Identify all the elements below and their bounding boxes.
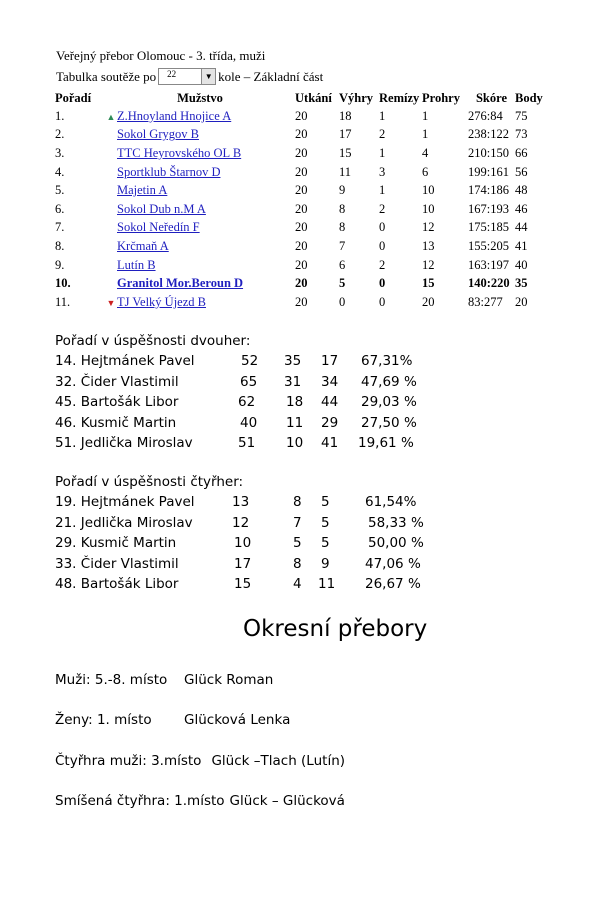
district-result (55, 753, 345, 769)
cell-wins: 0 (339, 294, 346, 309)
player-rank: 51. (55, 435, 77, 451)
cell-points: 20 (515, 294, 528, 309)
header-points: Body (515, 90, 543, 105)
cell-losses: 6 (422, 164, 429, 179)
doubles-row (55, 576, 475, 596)
player-rank: 14. (55, 353, 77, 369)
cell-losses: 10 (422, 201, 435, 216)
cell-draws: 3 (379, 164, 386, 179)
player-played: 13 (232, 494, 250, 510)
table-row (55, 144, 545, 163)
cell-games: 20 (295, 201, 308, 216)
player-pct: 19,61 % (358, 435, 414, 451)
result-category: Muži: 5.-8. místo (55, 672, 168, 688)
table-row (55, 107, 545, 126)
cell-wins: 17 (339, 127, 352, 142)
cell-score: 175:185 (468, 220, 509, 235)
chevron-down-icon[interactable]: ▼ (201, 69, 215, 84)
player-rank-name (55, 415, 176, 431)
cell-games: 20 (295, 238, 308, 253)
player-rank-name (55, 515, 193, 531)
player-lost: 5 (321, 514, 330, 531)
player-pct: 27,50 % (361, 414, 417, 431)
cell-rank: 2. (55, 127, 65, 142)
cell-games: 20 (295, 145, 308, 160)
player-pct: 50,00 % (368, 535, 424, 551)
table-row (55, 293, 545, 312)
result-names: Glück – Glücková (229, 793, 345, 809)
player-pct: 47,69 % (361, 373, 417, 390)
player-won: 8 (293, 555, 302, 572)
player-rank: 32. (55, 373, 77, 390)
cell-score: 238:122 (468, 127, 509, 142)
cell-losses: 13 (422, 238, 435, 253)
player-rank-name (55, 556, 179, 572)
player-name: Hejtmánek Pavel (80, 353, 195, 369)
player-pct: 67,31% (361, 353, 413, 369)
player-played: 62 (238, 394, 256, 410)
team-link[interactable]: TTC Heyrovského OL B (117, 145, 242, 160)
cell-wins: 5 (339, 276, 346, 291)
singles-row (55, 353, 475, 373)
cell-points: 48 (515, 183, 528, 198)
player-lost: 11 (318, 576, 336, 592)
player-won: 5 (293, 535, 302, 551)
player-rank-name (55, 374, 179, 390)
player-played: 17 (234, 555, 252, 572)
player-played: 15 (234, 576, 252, 592)
cell-draws: 0 (379, 294, 386, 309)
cell-losses: 12 (422, 257, 435, 272)
cell-points: 35 (515, 276, 528, 291)
player-pct: 58,33 % (368, 514, 424, 531)
cell-rank: 8. (55, 238, 65, 253)
result-names: Glücková Lenka (184, 712, 291, 728)
cell-rank: 9. (55, 257, 65, 272)
cell-games: 20 (295, 276, 308, 291)
table-label-suffix: kole – Základní část (218, 68, 324, 84)
table-row (55, 219, 545, 238)
cell-draws: 2 (379, 257, 386, 272)
cell-points: 66 (515, 145, 528, 160)
player-name: Bartošák Libor (80, 576, 179, 592)
cell-team (105, 163, 295, 182)
player-rank: 33. (55, 555, 77, 572)
doubles-row (55, 535, 475, 555)
header-wins: Výhry (339, 90, 374, 105)
table-label-prefix: Tabulka soutěže po (56, 68, 157, 84)
player-name: Jedlička Miroslav (80, 435, 193, 451)
player-lost: 9 (321, 555, 330, 572)
cell-draws: 0 (379, 220, 386, 235)
cell-team (105, 256, 295, 275)
singles-row (55, 374, 475, 394)
table-row (55, 200, 545, 219)
player-pct: 47,06 % (365, 555, 421, 572)
player-won: 11 (286, 414, 304, 431)
table-row (55, 163, 545, 182)
cell-games: 20 (295, 127, 308, 142)
cell-wins: 18 (339, 108, 352, 123)
team-link[interactable]: Lutín B (117, 257, 156, 272)
cell-score: 163:197 (468, 257, 509, 272)
cell-draws: 0 (379, 238, 386, 253)
cell-team (105, 219, 295, 238)
table-row (55, 126, 545, 145)
result-category: Smíšená čtyřhra: 1.místo (55, 793, 225, 809)
cell-points: 73 (515, 127, 528, 142)
header-draws: Remízy (379, 90, 420, 105)
cell-draws: 2 (379, 201, 386, 216)
header-games: Utkání (295, 90, 332, 105)
player-played: 65 (240, 373, 258, 390)
player-rank-name (55, 535, 176, 551)
cell-draws: 1 (379, 145, 386, 160)
cell-games: 20 (295, 294, 308, 309)
cell-points: 41 (515, 238, 528, 253)
district-title (0, 616, 609, 642)
player-name: Čider Vlastimil (80, 373, 179, 390)
player-rank: 19. (55, 494, 77, 510)
doubles-row (55, 515, 475, 535)
table-row (55, 274, 545, 293)
cell-games: 20 (295, 220, 308, 235)
player-name: Hejtmánek Pavel (80, 494, 195, 510)
player-played: 10 (234, 535, 252, 551)
cell-rank: 5. (55, 183, 65, 198)
cell-team (105, 200, 295, 219)
doubles-title: Pořadí v úspěšnosti čtyřher: (55, 474, 244, 490)
player-won: 7 (293, 514, 302, 531)
cell-wins: 11 (339, 164, 352, 179)
player-played: 51 (238, 435, 256, 451)
cell-points: 56 (515, 164, 528, 179)
table-row (55, 256, 545, 275)
cell-rank: 1. (55, 108, 65, 123)
cell-wins: 9 (339, 183, 346, 198)
player-name: Bartošák Libor (80, 394, 179, 410)
player-rank-name (55, 494, 195, 510)
player-won: 35 (284, 353, 302, 369)
player-pct: 61,54% (365, 494, 417, 510)
cell-rank: 4. (55, 164, 65, 179)
player-played: 12 (232, 514, 250, 531)
cell-losses: 12 (422, 220, 435, 235)
player-won: 18 (286, 394, 304, 410)
cell-wins: 6 (339, 257, 346, 272)
singles-title: Pořadí v úspěšnosti dvouher: (55, 333, 251, 349)
player-rank: 46. (55, 414, 77, 431)
singles-row (55, 435, 475, 455)
cell-team (105, 181, 295, 200)
player-name: Kusmič Martin (80, 414, 177, 431)
district-title-text: Okresní přebory (243, 616, 428, 642)
cell-team (105, 107, 295, 126)
page-heading: Veřejný přebor Olomouc - 3. třída, muži (56, 48, 266, 63)
cell-rank: 11. (55, 294, 71, 309)
player-rank: 21. (55, 514, 77, 531)
cell-points: 40 (515, 257, 528, 272)
result-category: Ženy: 1. místo (55, 712, 152, 728)
player-pct: 29,03 % (361, 394, 417, 410)
cell-score: 83:277 (468, 294, 503, 309)
team-link[interactable]: Granitol Mor.Beroun D (117, 276, 244, 291)
cell-draws: 2 (379, 127, 386, 142)
district-result (55, 672, 273, 688)
standings-body (55, 107, 545, 312)
player-lost: 5 (321, 494, 330, 510)
cell-wins: 7 (339, 238, 346, 253)
cell-games: 20 (295, 183, 308, 198)
team-link[interactable]: Krčmaň A (117, 238, 169, 253)
doubles-row (55, 494, 475, 514)
table-label (56, 68, 323, 85)
singles-row (55, 394, 475, 414)
standings-table (55, 89, 545, 312)
player-won: 8 (293, 494, 302, 510)
player-rank-name (55, 353, 195, 369)
cell-wins: 8 (339, 201, 346, 216)
district-result (55, 793, 345, 809)
cell-team (105, 293, 295, 312)
cell-score: 210:150 (468, 145, 509, 160)
result-names: Glück –Tlach (Lutín) (211, 753, 346, 769)
player-pct: 26,67 % (365, 576, 421, 592)
cell-points: 75 (515, 108, 528, 123)
header-losses: Prohry (422, 90, 460, 105)
player-name: Jedlička Miroslav (80, 514, 193, 531)
team-link[interactable]: Sokol Grygov B (117, 127, 199, 142)
team-link[interactable]: Majetin A (117, 183, 168, 198)
header-score: Skóre (475, 90, 508, 105)
result-category: Čtyřhra muži: 3.místo (55, 753, 202, 769)
cell-games: 20 (295, 257, 308, 272)
cell-rank: 10. (55, 276, 71, 291)
cell-losses: 20 (422, 294, 435, 309)
player-lost: 5 (321, 535, 330, 551)
result-names: Glück Roman (184, 672, 274, 688)
doubles-row (55, 556, 475, 576)
cell-games: 20 (295, 164, 308, 179)
player-rank: 45. (55, 394, 77, 410)
cell-rank: 7. (55, 220, 65, 235)
cell-losses: 15 (422, 276, 435, 291)
cell-team (105, 126, 295, 145)
player-rank-name (55, 435, 193, 451)
cell-draws: 0 (379, 276, 386, 291)
cell-team (105, 274, 295, 293)
standings-header-row (55, 89, 545, 107)
player-played: 40 (240, 414, 258, 431)
cell-score: 140:220 (468, 276, 510, 291)
cell-score: 155:205 (468, 238, 509, 253)
player-lost: 44 (321, 394, 339, 410)
player-rank: 29. (55, 535, 77, 551)
player-won: 31 (284, 373, 302, 390)
player-lost: 29 (321, 414, 339, 431)
cell-losses: 1 (422, 108, 429, 123)
cell-team (105, 144, 295, 163)
cell-rank: 3. (55, 145, 65, 160)
team-link[interactable]: Sportklub Štarnov D (117, 164, 221, 179)
table-row (55, 237, 545, 256)
cell-team (105, 237, 295, 256)
cell-losses: 1 (422, 127, 429, 142)
cell-wins: 15 (339, 145, 352, 160)
player-won: 10 (286, 435, 304, 451)
round-select-value: 22 (167, 69, 177, 79)
player-rank-name (55, 576, 179, 592)
cell-score: 167:193 (468, 201, 509, 216)
team-link[interactable]: Sokol Dub n.M A (117, 201, 206, 216)
cell-score: 174:186 (468, 183, 509, 198)
arrow-down-icon: ▼ (106, 297, 116, 308)
cell-games: 20 (295, 108, 308, 123)
player-rank: 48. (55, 576, 77, 592)
player-rank-name (55, 394, 179, 410)
singles-row (55, 415, 475, 435)
player-won: 4 (293, 576, 302, 592)
cell-rank: 6. (55, 201, 65, 216)
header-rank: Pořadí (55, 90, 92, 105)
player-played: 52 (241, 353, 259, 369)
round-select[interactable] (158, 68, 216, 85)
cell-losses: 4 (422, 145, 429, 160)
cell-points: 46 (515, 201, 528, 216)
player-lost: 17 (321, 353, 339, 369)
team-link[interactable]: Z.Hnoyland Hnojice A (117, 108, 232, 123)
cell-draws: 1 (379, 108, 386, 123)
cell-wins: 8 (339, 220, 346, 235)
table-row (55, 181, 545, 200)
cell-points: 44 (515, 220, 528, 235)
district-result (55, 712, 290, 728)
player-lost: 34 (321, 373, 339, 390)
player-name: Čider Vlastimil (80, 555, 179, 572)
cell-losses: 10 (422, 183, 435, 198)
cell-draws: 1 (379, 183, 386, 198)
cell-score: 276:84 (468, 108, 503, 123)
cell-score: 199:161 (468, 164, 509, 179)
player-name: Kusmič Martin (80, 535, 177, 551)
arrow-up-icon: ▲ (106, 111, 116, 122)
player-lost: 41 (321, 435, 339, 451)
team-link[interactable]: Sokol Neředín F (117, 220, 200, 235)
header-team: Mužstvo (177, 90, 223, 105)
team-link[interactable]: TJ Velký Újezd B (117, 294, 206, 309)
